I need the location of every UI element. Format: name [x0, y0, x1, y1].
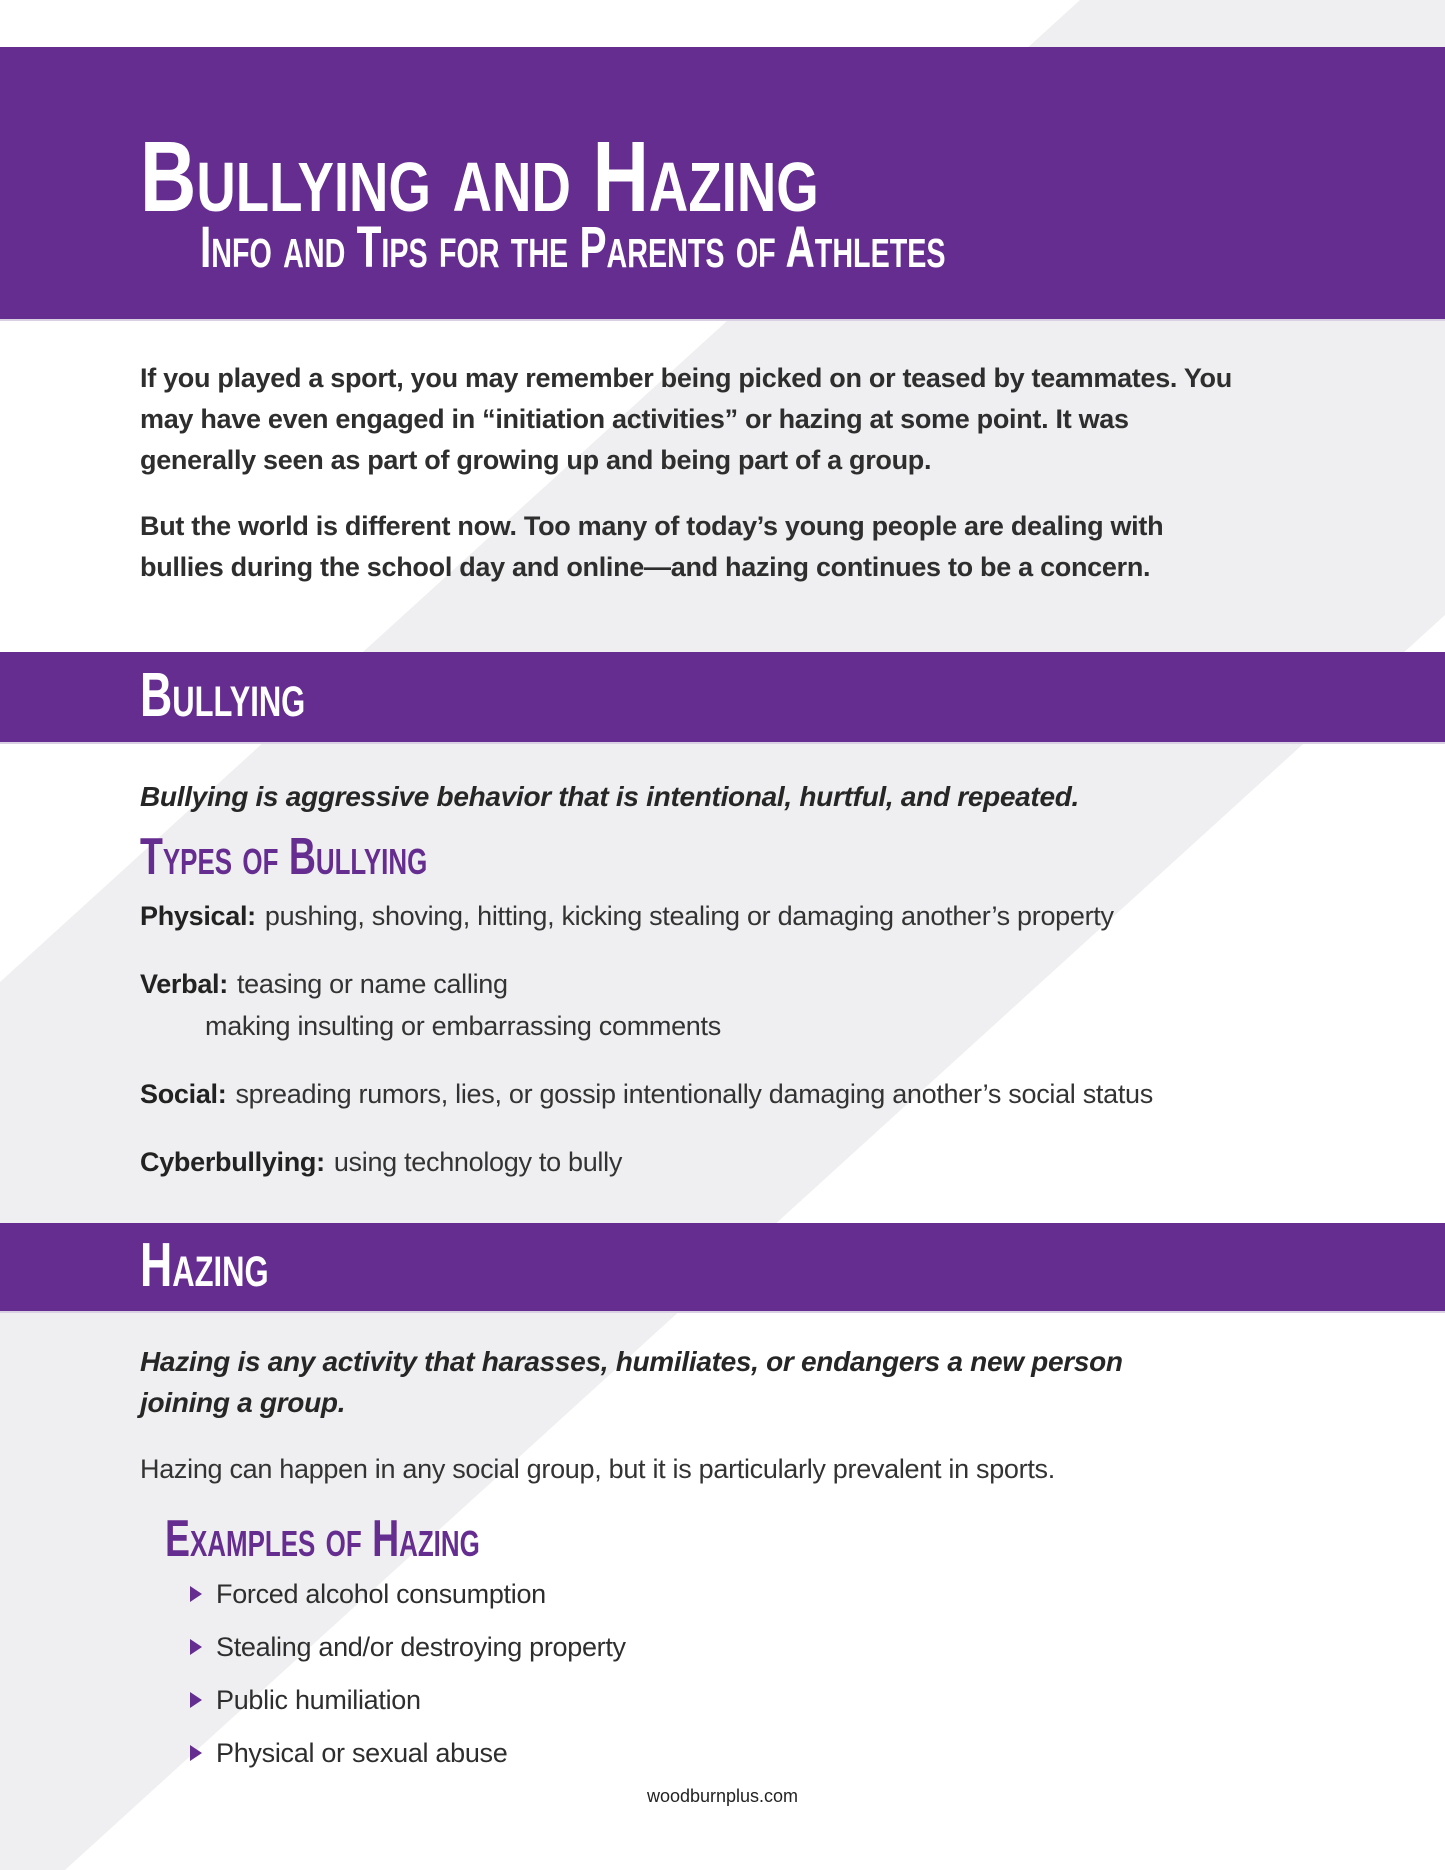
hazing-examples-list	[190, 1573, 1190, 1785]
example-text: Physical or sexual abuse	[216, 1738, 508, 1768]
type-description: using technology to bully	[333, 1147, 623, 1177]
page-subtitle	[200, 215, 1265, 280]
type-line	[140, 963, 1400, 1005]
example-text: Forced alcohol consumption	[216, 1579, 546, 1609]
header-band	[0, 47, 1445, 319]
bullying-types-list	[140, 895, 1400, 1209]
examples-of-hazing-heading	[165, 1510, 602, 1568]
intro-paragraph-2: But the world is different now. Too many of today’s young people are dealing with bullies during the school day and online—and hazing continues to be a concern.	[140, 511, 1164, 582]
triangle-right-icon	[190, 1639, 202, 1655]
type-label: Cyberbullying:	[140, 1147, 325, 1177]
bullying-definition: Bullying is aggressive behavior that is intentional, hurtful, and repeated.	[140, 781, 1080, 812]
list-item	[190, 1573, 1190, 1615]
page-subtitle-text: Info and Tips for the Parents of Athletes	[200, 215, 946, 280]
type-description-extra: making insulting or embarrassing comments	[205, 1011, 721, 1041]
examples-of-hazing-heading-text: Examples of Hazing	[165, 1510, 480, 1568]
bullying-band-title-text: Bullying	[140, 660, 306, 730]
type-label: Physical:	[140, 901, 256, 931]
type-row-social	[140, 1073, 1400, 1115]
list-item	[190, 1679, 1190, 1721]
page-title	[140, 121, 1010, 233]
triangle-right-icon	[190, 1692, 202, 1708]
type-row-verbal	[140, 963, 1400, 1047]
intro-section	[140, 358, 1240, 588]
hazing-band-title	[140, 1230, 319, 1300]
example-text: Stealing and/or destroying property	[216, 1632, 626, 1662]
hazing-note: Hazing can happen in any social group, but it is particularly prevalent in sports.	[140, 1454, 1055, 1484]
triangle-right-icon	[190, 1745, 202, 1761]
bullying-band	[0, 652, 1445, 742]
type-description: spreading rumors, lies, or gossip intentionally damaging another’s social status	[235, 1079, 1153, 1109]
types-of-bullying-heading	[140, 828, 539, 886]
footer-url: woodburnplus.com	[646, 1786, 799, 1806]
example-text: Public humiliation	[216, 1685, 421, 1715]
type-description: pushing, shoving, hitting, kicking stealing or damaging another’s property	[264, 901, 1114, 931]
bullying-band-title	[140, 660, 370, 730]
list-item	[190, 1626, 1190, 1668]
type-description: teasing or name calling	[236, 969, 508, 999]
list-item	[190, 1732, 1190, 1774]
type-label: Verbal:	[140, 969, 228, 999]
type-label: Social:	[140, 1079, 227, 1109]
type-row-physical	[140, 895, 1400, 937]
type-row-cyberbullying	[140, 1141, 1400, 1183]
hazing-band-title-text: Hazing	[140, 1230, 269, 1300]
types-of-bullying-heading-text: Types of Bullying	[140, 828, 428, 886]
hazing-definition: Hazing is any activity that harasses, humiliates, or endangers a new person joining a group.	[140, 1346, 1123, 1418]
triangle-right-icon	[190, 1586, 202, 1602]
intro-paragraph-1: If you played a sport, you may remember being picked on or teased by teammates. You may have even engaged in “initiation activities” or hazing at some point. It was generally seen as part of growing up and being part of a group.	[140, 363, 1232, 475]
page-title-text: Bullying and Hazing	[140, 121, 819, 233]
hazing-band	[0, 1223, 1445, 1311]
